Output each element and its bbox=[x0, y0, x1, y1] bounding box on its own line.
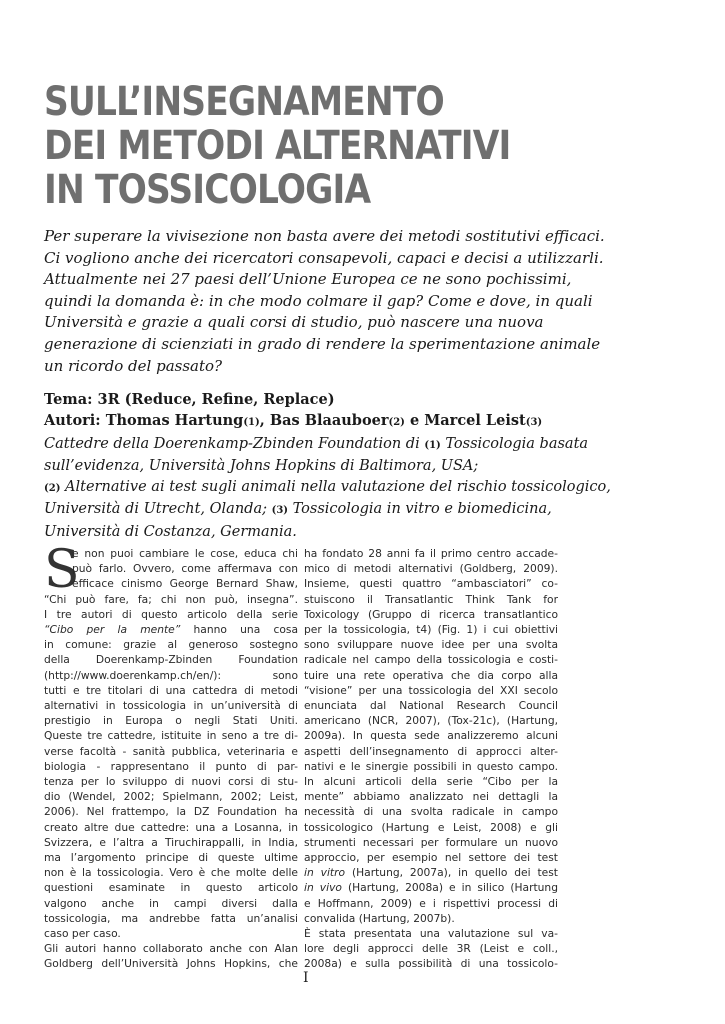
body-line: aspetti dell’insegnamento di approcci alter- bbox=[304, 744, 558, 758]
lead-line: Ci vogliono anche dei ricercatori consapevoli, capaci e decisi a utilizzarli. bbox=[44, 248, 604, 267]
body-line: caso per caso. bbox=[44, 927, 121, 941]
note-ref: (2) bbox=[388, 417, 405, 429]
body-line: mico di metodi alternativi (Goldberg, 2009). bbox=[304, 562, 558, 576]
body-line: Goldberg dell’Università Johns Hopkins, che bbox=[44, 957, 298, 971]
body-line: enunciata dal National Research Council bbox=[304, 699, 558, 713]
body-line: e non puoi cambiare le cose, educa chi bbox=[72, 547, 298, 560]
body-line: Gli autori hanno collaborato anche con Alan bbox=[44, 942, 298, 956]
title-line: SULL’INSEGNAMENTO bbox=[44, 79, 444, 125]
lead-line: quindi la domanda è: in che modo colmare il gap? Come e dove, in quali bbox=[44, 291, 593, 310]
body-line: tenza per lo sviluppo di nuovi corsi di stu- bbox=[44, 775, 298, 789]
body-line: Toxicology (Gruppo di ricerca transatlantico bbox=[304, 607, 558, 621]
authors-label: Autori: Thomas Hartung bbox=[44, 412, 244, 430]
body-line: non è la tossicologia. Vero è che molte delle bbox=[44, 866, 298, 880]
body-line: della Doerenkamp-Zbinden Foundation bbox=[44, 653, 298, 667]
body-line: e Hoffmann, 2009) e i rispettivi processi di bbox=[304, 896, 558, 910]
body-line: alternativi in tossicologia in un’università di bbox=[44, 699, 298, 713]
affiliation-text: Tossicologia basata bbox=[440, 435, 589, 452]
lead-line: Per superare la vivisezione non basta avere dei metodi sostitutivi efficaci. bbox=[44, 227, 605, 245]
affiliation-text: Università di Utrecht, Olanda; bbox=[44, 501, 272, 518]
affiliation-line bbox=[44, 499, 684, 521]
body-line: lore degli approcci delle 3R (Leist e coll., bbox=[304, 942, 558, 956]
body-line: questioni esaminate in questo articolo bbox=[44, 881, 298, 895]
body-column-left bbox=[44, 540, 298, 972]
title-line: IN TOSSICOLOGIA bbox=[44, 167, 371, 213]
body-line: approccio, per esempio nel settore dei test bbox=[304, 851, 558, 865]
body-line: biologia - rappresentano il punto di par- bbox=[44, 759, 298, 773]
body-line: nativi e le sinergie possibili in questo campo. bbox=[304, 759, 558, 773]
author-sep: e Marcel Leist bbox=[404, 412, 526, 430]
body-line: americano (NCR, 2007), (Tox-21c), (Hartung, bbox=[304, 714, 558, 728]
body-line: Queste tre cattedre, istituite in seno a tre di- bbox=[44, 729, 298, 743]
note-ref: (2) bbox=[44, 483, 61, 495]
drop-cap: S bbox=[44, 540, 80, 600]
body-line: I tre autori di questo articolo della serie bbox=[44, 607, 298, 621]
body-line: mente” abbiamo analizzato nei dettagli la bbox=[304, 790, 558, 804]
article-meta bbox=[44, 389, 684, 543]
body-line: tutti e tre titolari di una cattedra di metodi bbox=[44, 683, 298, 697]
body-line: stuiscono il Transatlantic Think Tank for bbox=[304, 592, 558, 606]
body-line: 2008a) e sulla possibilità di una tossicolo- bbox=[304, 957, 558, 971]
topic-line: Tema: 3R (Reduce, Refine, Replace) bbox=[44, 391, 335, 408]
body-line: ma l’argomento principe di queste ultime bbox=[44, 851, 298, 865]
affiliation-text: Alternative ai test sugli animali nella valutazione del rischio tossicologico, bbox=[60, 479, 611, 496]
authors-line bbox=[44, 410, 684, 433]
body-line: sono sviluppare nuove idee per una svolta bbox=[304, 638, 558, 652]
body-line: 2006). Nel frattempo, la DZ Foundation ha bbox=[44, 805, 298, 819]
body-line: “Cibo per la mente” hanno una cosa bbox=[44, 623, 298, 637]
body-line: in vitro (Hartung, 2007a), in quello dei test bbox=[304, 866, 558, 880]
affiliation-text: Tossicologia in vitro e biomedicina, bbox=[288, 501, 552, 518]
note-ref: (3) bbox=[271, 505, 289, 517]
body-line: dio (Wendel, 2002; Spielmann, 2002; Leist, bbox=[44, 790, 298, 804]
body-line: valgono anche in campi diversi dalla bbox=[44, 896, 298, 910]
body-line: Insieme, questi quattro “ambasciatori” co- bbox=[304, 577, 558, 591]
body-column-right bbox=[304, 546, 558, 972]
body-line: prestigio in Europa o negli Stati Uniti. bbox=[44, 714, 298, 728]
body-line: È stata presentata una valutazione sul va- bbox=[304, 927, 558, 941]
title-line: DEI METODI ALTERNATIVI bbox=[44, 123, 511, 169]
affiliation-line: sull’evidenza, Università Johns Hopkins di Baltimora, USA; bbox=[44, 457, 479, 474]
lead-line: Attualmente nei 27 paesi dell’Unione Europea ce ne sono pochissimi, bbox=[44, 270, 572, 289]
body-line: necessità di una svolta radicale in campo bbox=[304, 805, 558, 819]
lead-line: un ricordo del passato? bbox=[44, 356, 223, 375]
body-line: tossicologico (Hartung e Leist, 2008) e gli bbox=[304, 820, 558, 834]
body-line: può farlo. Ovvero, come affermava con bbox=[72, 562, 298, 576]
lead-line: Università e grazie a quali corsi di studio, può nascere una nuova bbox=[44, 313, 544, 332]
affiliation-line bbox=[44, 477, 684, 499]
body-line: in comune: grazie al generoso sostegno bbox=[44, 638, 298, 652]
body-line: In alcuni articoli della serie “Cibo per la bbox=[304, 775, 558, 789]
affiliation-line: Università di Costanza, Germania. bbox=[44, 523, 297, 540]
affiliation-text: Cattedre della Doerenkamp-Zbinden Foundation di bbox=[44, 435, 425, 452]
body-line: per la tossicologia, t4) (Fig. 1) i cui obiettivi bbox=[304, 623, 558, 637]
author-sep: , Bas Blaauboer bbox=[259, 412, 389, 430]
body-line: verse facoltà - sanità pubblica, veterinaria e bbox=[44, 744, 298, 758]
body-line: Svizzera, e l’altra a Tiruchirappalli, in India, bbox=[44, 835, 298, 849]
note-ref: (1) bbox=[424, 439, 441, 451]
body-line: “Chi può fare, fa; chi non può, insegna”. bbox=[44, 592, 298, 606]
body-line: strumenti necessari per formulare un nuovo bbox=[304, 835, 558, 849]
body-line: (http://www.doerenkamp.ch/en/): sono bbox=[44, 668, 298, 682]
body-line: radicale nel campo della tossicologia e costi- bbox=[304, 653, 558, 667]
body-line: “visione” per una tossicologia del XXI secolo bbox=[304, 683, 558, 697]
body-line: tossicologia, ma andrebbe fatta un’analisi bbox=[44, 911, 298, 925]
body-line: ha fondato 28 anni fa il primo centro accade- bbox=[304, 547, 558, 560]
article-title bbox=[44, 80, 594, 212]
body-line: efficace cinismo George Bernard Shaw, bbox=[72, 577, 298, 591]
body-line: creato altre due cattedre: una a Losanna, in bbox=[44, 820, 298, 834]
affiliation-line bbox=[44, 434, 684, 456]
body-line: convalida (Hartung, 2007b). bbox=[304, 911, 455, 925]
lead-line: generazione di scienziati in grado di rendere la sperimentazione animale bbox=[44, 334, 601, 353]
article-lead bbox=[44, 226, 684, 377]
note-ref: (1) bbox=[243, 417, 260, 429]
page-number: I bbox=[303, 970, 309, 986]
body-line: in vivo (Hartung, 2008a) e in silico (Hartung bbox=[304, 881, 558, 895]
body-line: 2009a). In questa sede analizzeremo alcuni bbox=[304, 729, 558, 743]
body-line: tuire una rete operativa che dia corpo alla bbox=[304, 668, 558, 682]
note-ref: (3) bbox=[525, 417, 543, 429]
